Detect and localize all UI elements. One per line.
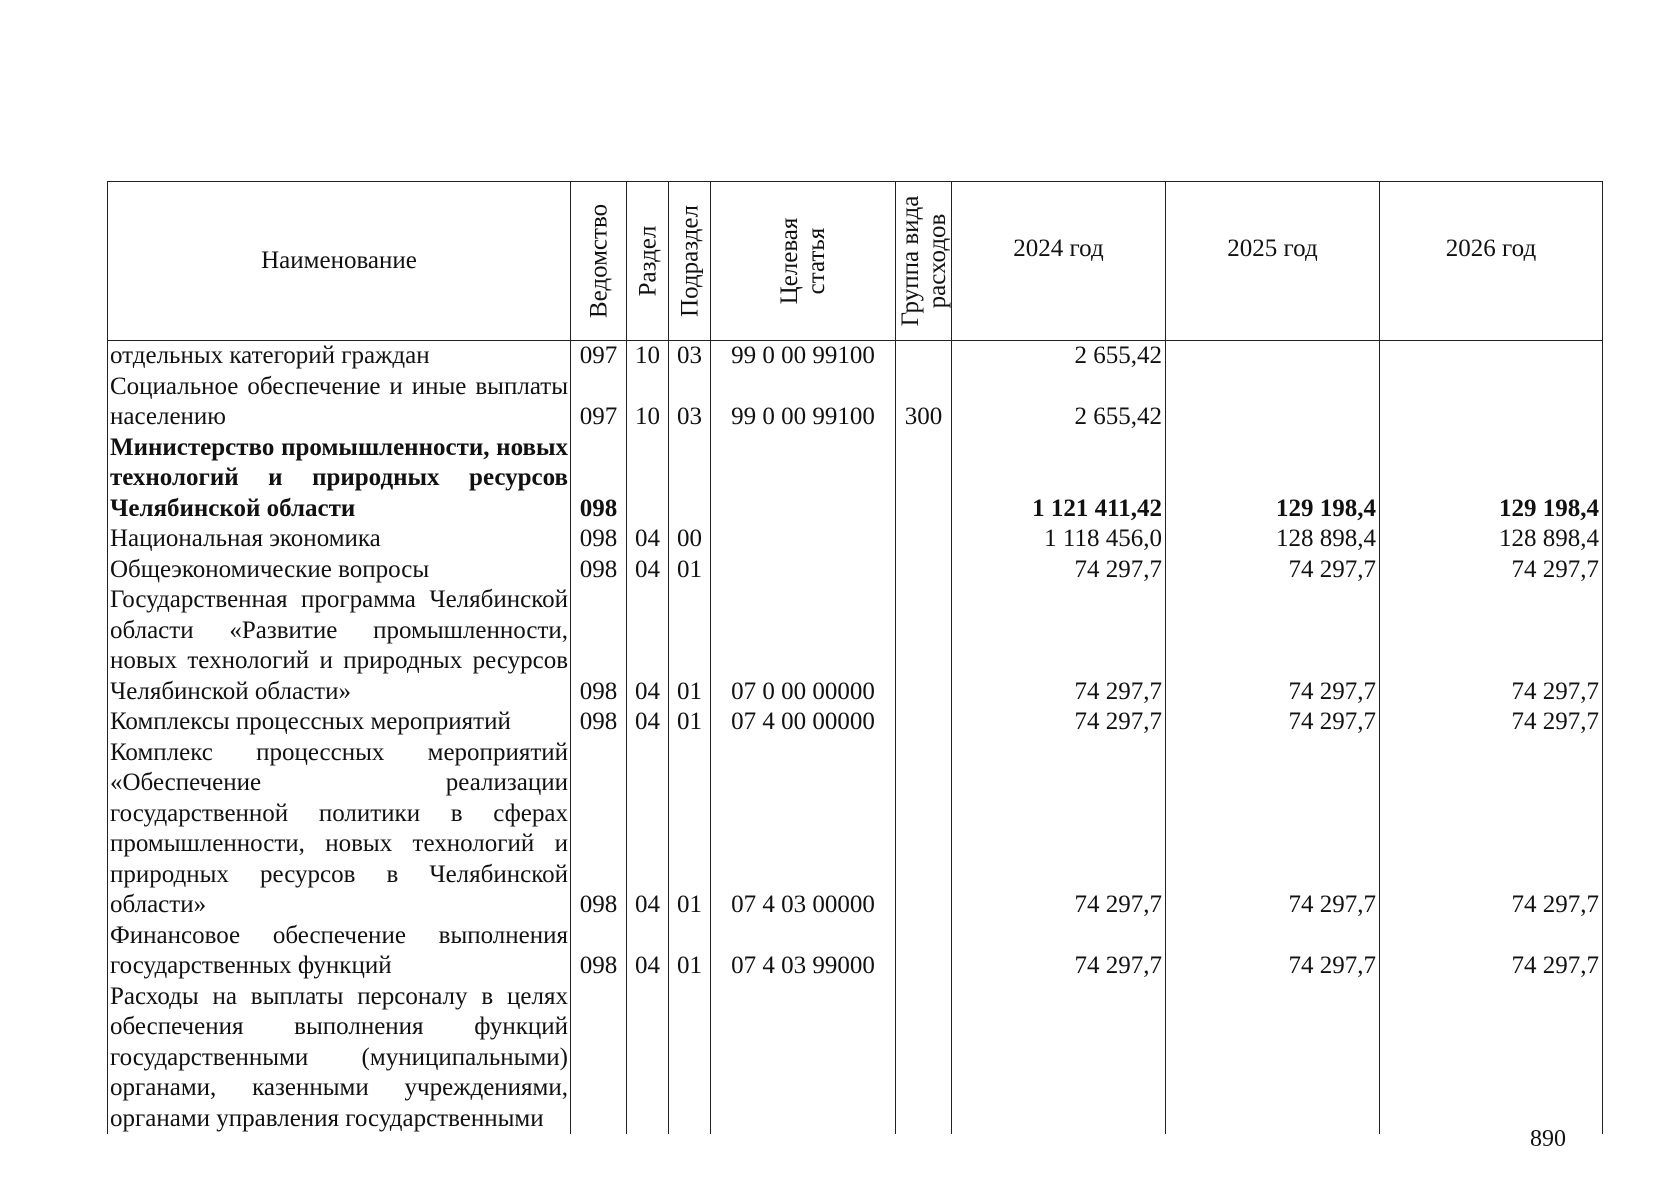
row-2024: 74 297,7	[952, 707, 1166, 738]
row-2025	[1166, 982, 1380, 1135]
row-celevaya-statya: 99 0 00 99100	[711, 341, 896, 372]
row-podrazdel: 00	[669, 524, 711, 555]
row-gruppa	[896, 585, 952, 707]
table-row	[108, 707, 1603, 738]
row-2025: 74 297,7	[1166, 707, 1380, 738]
row-name: Национальная экономика	[108, 524, 571, 555]
row-2026: 128 898,4	[1380, 524, 1603, 555]
row-2026	[1380, 982, 1603, 1135]
row-2026: 74 297,7	[1380, 707, 1603, 738]
row-celevaya-statya: 07 4 03 99000	[711, 921, 896, 982]
row-name: Социальное обеспечение и иные выплаты населению	[108, 372, 571, 433]
header-gruppa-vida-rashodov: Группа вида расходов	[896, 182, 952, 341]
header-razdel: Раздел	[627, 182, 669, 341]
row-vedomstvo: 098	[571, 707, 627, 738]
table-row	[108, 921, 1603, 982]
row-2024: 74 297,7	[952, 585, 1166, 707]
row-podrazdel: 01	[669, 921, 711, 982]
row-2026: 74 297,7	[1380, 921, 1603, 982]
table-row	[108, 524, 1603, 555]
row-name: Общеэкономические вопросы	[108, 555, 571, 586]
row-2024: 74 297,7	[952, 555, 1166, 586]
row-podrazdel: 01	[669, 738, 711, 921]
row-name: Расходы на выплаты персоналу в целях обеспечения выполнения функций государственными (муниципальными) органами, казенными учреждениями, органами управления государственными	[108, 982, 571, 1135]
table-row	[108, 555, 1603, 586]
row-razdel: 10	[627, 372, 669, 433]
row-gruppa	[896, 433, 952, 525]
page-number: 890	[1530, 1126, 1566, 1152]
row-podrazdel: 03	[669, 372, 711, 433]
header-name: Наименование	[108, 182, 571, 341]
table-row	[108, 341, 1603, 372]
row-name: Министерство промышленности, новых технологий и природных ресурсов Челябинской области	[108, 433, 571, 525]
row-gruppa	[896, 341, 952, 372]
row-2025: 128 898,4	[1166, 524, 1380, 555]
row-razdel: 04	[627, 585, 669, 707]
row-podrazdel: 03	[669, 341, 711, 372]
row-2024	[952, 982, 1166, 1135]
row-2026: 74 297,7	[1380, 585, 1603, 707]
budget-table	[107, 181, 1603, 1134]
row-name: Государственная программа Челябинской области «Развитие промышленности, новых технологий и природных ресурсов Челябинской области»	[108, 585, 571, 707]
row-celevaya-statya	[711, 433, 896, 525]
row-celevaya-statya	[711, 555, 896, 586]
row-vedomstvo: 097	[571, 341, 627, 372]
row-2025: 74 297,7	[1166, 555, 1380, 586]
row-2025: 74 297,7	[1166, 921, 1380, 982]
row-razdel: 04	[627, 524, 669, 555]
row-gruppa	[896, 738, 952, 921]
header-year-2024: 2024 год	[952, 182, 1166, 341]
row-vedomstvo: 097	[571, 372, 627, 433]
row-razdel: 04	[627, 555, 669, 586]
row-vedomstvo: 098	[571, 524, 627, 555]
row-vedomstvo: 098	[571, 921, 627, 982]
table-row	[108, 982, 1603, 1135]
row-razdel: 04	[627, 738, 669, 921]
row-2025	[1166, 372, 1380, 433]
header-year-2025: 2025 год	[1166, 182, 1380, 341]
row-2026	[1380, 372, 1603, 433]
row-celevaya-statya: 07 0 00 00000	[711, 585, 896, 707]
row-name: Финансовое обеспечение выполнения государственных функций	[108, 921, 571, 982]
row-celevaya-statya: 07 4 00 00000	[711, 707, 896, 738]
row-2024: 74 297,7	[952, 738, 1166, 921]
table-row	[108, 433, 1603, 525]
row-2026: 129 198,4	[1380, 433, 1603, 525]
row-name: Комплекс процессных мероприятий «Обеспечение реализации государственной политики в сферах промышленности, новых технологий и природных ресурсов в Челябинской области»	[108, 738, 571, 921]
row-2025: 74 297,7	[1166, 738, 1380, 921]
row-2024: 1 121 411,42	[952, 433, 1166, 525]
row-vedomstvo: 098	[571, 555, 627, 586]
row-2024: 1 118 456,0	[952, 524, 1166, 555]
row-gruppa	[896, 921, 952, 982]
row-gruppa	[896, 555, 952, 586]
row-razdel	[627, 433, 669, 525]
row-podrazdel: 01	[669, 585, 711, 707]
row-gruppa	[896, 707, 952, 738]
row-2024: 74 297,7	[952, 921, 1166, 982]
row-podrazdel	[669, 433, 711, 525]
table-row	[108, 585, 1603, 707]
header-celevaya-statya: Целевая статья	[711, 182, 896, 341]
row-gruppa	[896, 524, 952, 555]
header-vedomstvo: Ведомство	[571, 182, 627, 341]
row-celevaya-statya: 07 4 03 00000	[711, 738, 896, 921]
row-gruppa: 300	[896, 372, 952, 433]
row-celevaya-statya	[711, 524, 896, 555]
table-header-row	[108, 182, 1603, 341]
row-gruppa	[896, 982, 952, 1135]
row-2026	[1380, 341, 1603, 372]
header-year-2026: 2026 год	[1380, 182, 1603, 341]
header-podrazdel: Подраздел	[669, 182, 711, 341]
row-2026: 74 297,7	[1380, 738, 1603, 921]
row-2026: 74 297,7	[1380, 555, 1603, 586]
table-row	[108, 372, 1603, 433]
row-2025	[1166, 341, 1380, 372]
row-celevaya-statya	[711, 982, 896, 1135]
row-name: Комплексы процессных мероприятий	[108, 707, 571, 738]
row-vedomstvo: 098	[571, 738, 627, 921]
row-razdel: 10	[627, 341, 669, 372]
row-2025: 129 198,4	[1166, 433, 1380, 525]
row-razdel: 04	[627, 707, 669, 738]
row-2024: 2 655,42	[952, 341, 1166, 372]
table-row	[108, 738, 1603, 921]
row-celevaya-statya: 99 0 00 99100	[711, 372, 896, 433]
row-2025: 74 297,7	[1166, 585, 1380, 707]
row-vedomstvo: 098	[571, 585, 627, 707]
row-vedomstvo: 098	[571, 433, 627, 525]
row-2024: 2 655,42	[952, 372, 1166, 433]
row-name: отдельных категорий граждан	[108, 341, 571, 372]
row-podrazdel: 01	[669, 555, 711, 586]
row-razdel	[627, 982, 669, 1135]
row-razdel: 04	[627, 921, 669, 982]
row-vedomstvo	[571, 982, 627, 1135]
row-podrazdel: 01	[669, 707, 711, 738]
row-podrazdel	[669, 982, 711, 1135]
